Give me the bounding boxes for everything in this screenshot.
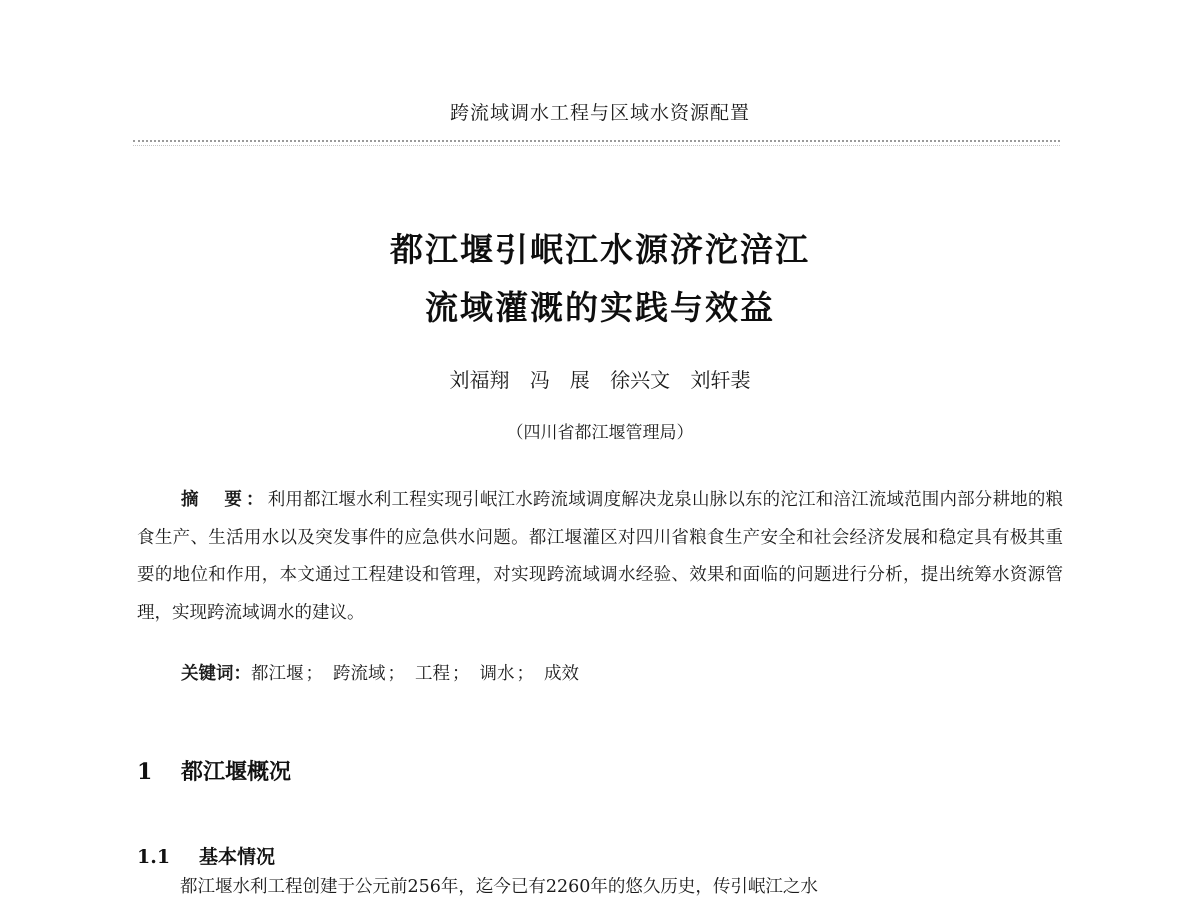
keyword-separator: ； <box>452 664 470 684</box>
author-name: 刘福翔 <box>449 368 510 392</box>
keyword: 都江堰 <box>251 664 304 684</box>
section-title: 都江堰概况 <box>181 759 292 785</box>
subsection-title: 基本情况 <box>199 846 276 868</box>
header-rule <box>133 140 1060 142</box>
abstract <box>137 482 1063 632</box>
section-heading <box>137 755 291 786</box>
body-first-line: 都江堰水利工程创建于公元前256年，迄今已有2260年的悠久历史，传引岷江之水 <box>180 877 818 897</box>
subsection-number: 1.1 <box>137 846 171 868</box>
keywords <box>181 660 579 685</box>
author-name: 刘轩裴 <box>690 368 751 392</box>
keyword: 跨流域 <box>333 664 386 684</box>
keyword-separator: ； <box>305 664 323 684</box>
title-line-1: 都江堰引岷江水源济沱涪江 <box>390 230 810 269</box>
header-rule-fine <box>133 145 1060 146</box>
affiliation: （四川省都江堰管理局） <box>506 423 694 443</box>
keyword-separator: ； <box>387 664 405 684</box>
abstract-label: 摘 要： <box>181 490 268 510</box>
subsection-heading <box>137 842 275 869</box>
title-line-2: 流域灌溉的实践与效益 <box>425 288 775 327</box>
body-text-cutoff <box>180 876 1060 897</box>
paper-title <box>0 221 1200 337</box>
keywords-label: 关键词： <box>181 664 251 684</box>
running-header: 跨流域调水工程与区域水资源配置 <box>449 102 750 124</box>
keyword: 工程 <box>415 664 450 684</box>
section-number: 1 <box>137 759 153 785</box>
keyword: 成效 <box>544 664 579 684</box>
author-name: 徐兴文 <box>610 368 671 392</box>
abstract-text: 利用都江堰水利工程实现引岷江水跨流域调度解决龙泉山脉以东的沱江和涪江流域范围内部分耕地的粮食生产、生活用水以及突发事件的应急供水问题。都江堰灌区对四川省粮食生产安全和社会经济发展和稳定具有极其重要的地位和作用，本文通过工程建设和管理，对实现跨流域调水经验、效果和面临的问题进行分析，提出统筹水资源管理，实现跨流域调水的建议。 <box>137 490 1064 623</box>
keyword: 调水 <box>479 664 515 684</box>
author-list <box>0 364 1200 393</box>
author-name: 冯 展 <box>529 368 590 392</box>
keyword-separator: ； <box>516 664 534 684</box>
